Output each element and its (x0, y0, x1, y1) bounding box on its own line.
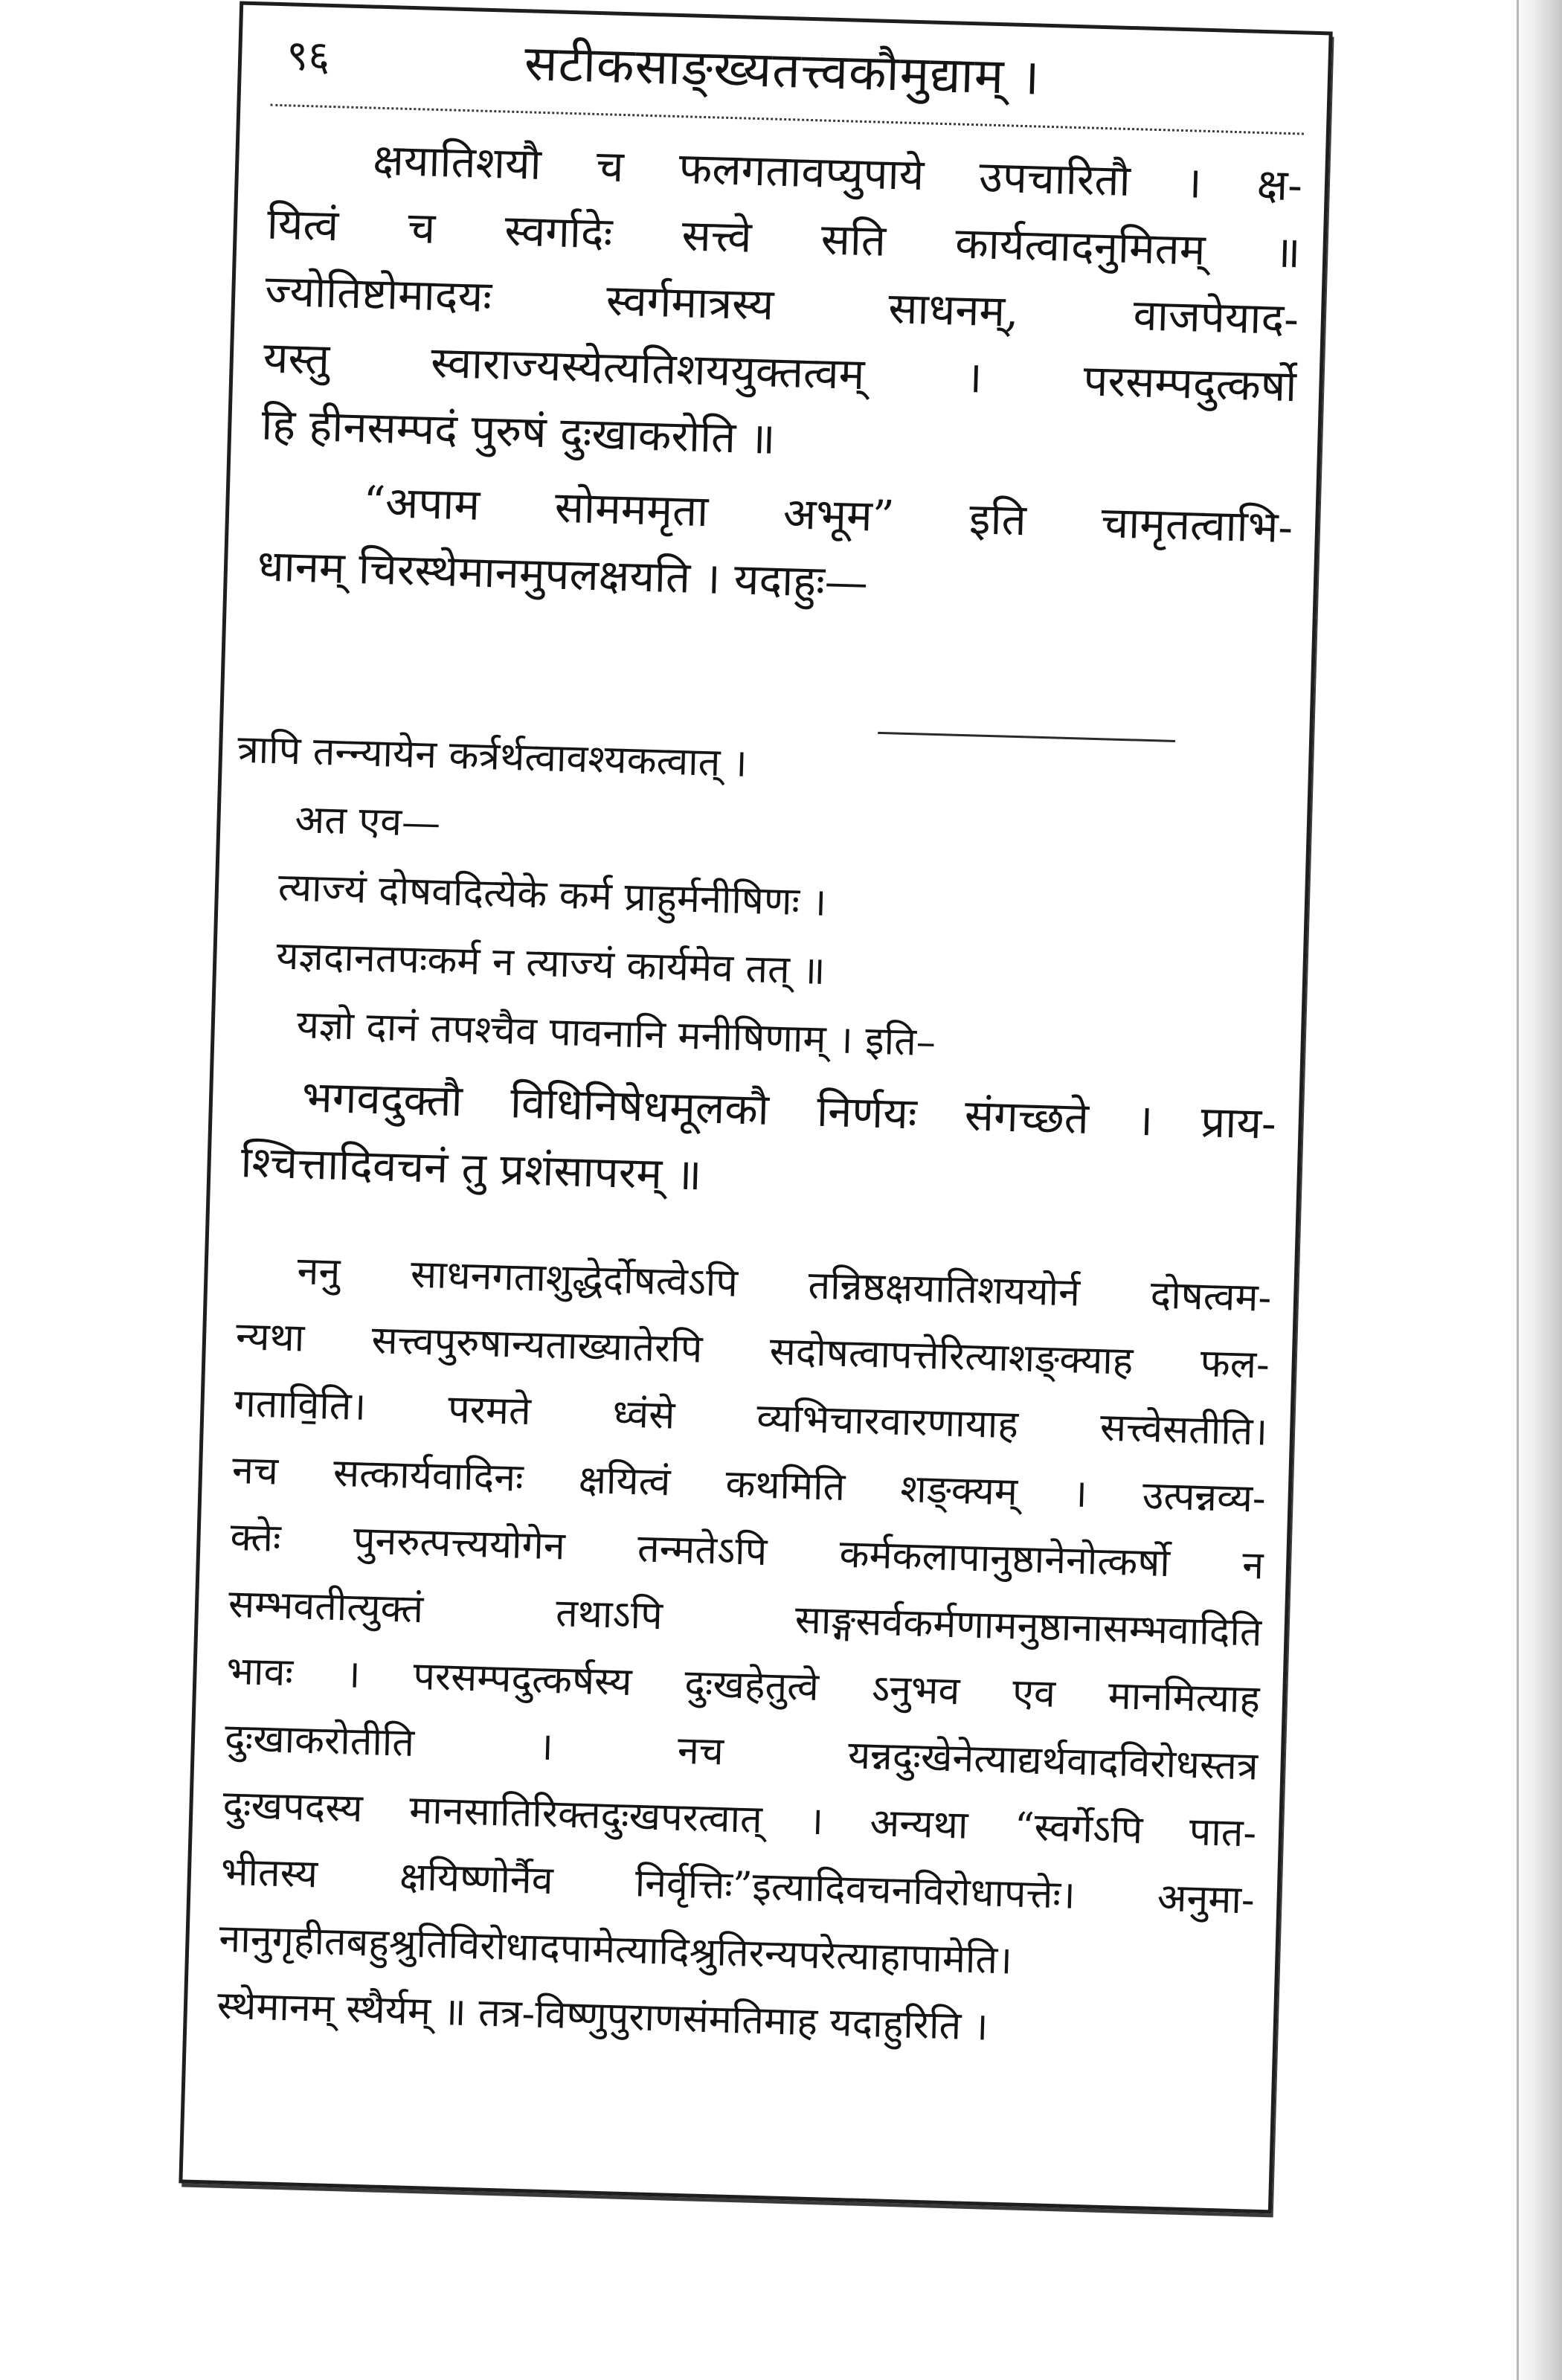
verse-line: अत एव— (294, 797, 441, 846)
commentary-line: दुःखाकरोतीति । नच यन्नदुःखेनेत्याद्यर्थवादविरोधस्तत्र (224, 1715, 1259, 1789)
text-line: यित्वं च स्वर्गादेः सत्त्वे सति कार्यत्वादनुमितम् ॥ (266, 198, 1302, 278)
paragraph-2 (257, 465, 1293, 628)
text-line: “अपाम सोमममृता अभूम” इति चामृतत्वाभि- (362, 476, 1294, 553)
commentary-line: सम्भवतीत्युक्तं तथाऽपि साङ्गसर्वकर्मणामनुष्ठानासम्भवादिति (228, 1581, 1263, 1656)
text-line: हि हीनसम्पदं पुरुषं दुःखाकरोति ॥ (260, 399, 777, 464)
text-line: श्चित्तादिवचनं तु प्रशंसापरम् ॥ (240, 1136, 703, 1200)
commentary-line: स्थेमानम् स्थैर्यम् ॥ तत्र-विष्णुपुराणसंमतिमाह यदाहुरिति । (216, 1983, 989, 2050)
commentary-line: नानुगृहीतबहुश्रुतिविरोधादपामेत्यादिश्रुतिरन्यपरेत्याहापामेति। (218, 1916, 1013, 1984)
commentary-line: क्तेः पुनरुत्पत्त्ययोगेन तन्मतेऽपि कर्मकलापानुष्ठानेनोत्कर्षो न (229, 1514, 1264, 1589)
text-line: ज्योतिष्टोमादयः स्वर्गमात्रस्य साधनम्, वाजपेयाद- (264, 265, 1299, 345)
commentary-line: भीतस्य क्षयिष्णोर्नैव निर्वृत्तिः”इत्यादिवचनविरोधापत्तेः। अनुमा- (220, 1849, 1256, 1923)
commentary-line: गतावि॒ति। परमते ध्वंसे व्यभिचारवारणायाह सत्त्वेसतीति। (233, 1381, 1268, 1455)
commentary (216, 1236, 1273, 2068)
verse-line: त्याज्यं दोषवदित्येके कर्म प्राहुर्मनीषिणः । (277, 865, 828, 925)
verse-line: यज्ञो दानं तपश्चैव पावनानि मनीषिणाम् । इति– (296, 1003, 936, 1066)
page-header (241, 20, 1329, 132)
running-title: सटीकसाङ्ख्यतत्त्वकौमुद्याम् । (524, 34, 1041, 106)
paragraph-1 (260, 123, 1303, 487)
commentary-line: नच सत्कार्यवादिनः क्षयित्वं कथमिति शङ्क्यम् । उत्पन्नव्य- (231, 1447, 1267, 1522)
commentary-line: न्यथा सत्त्वपुरुषान्यताख्यातेरपि सदोषत्वापत्तेरित्याशङ्क्याह फल- (235, 1314, 1270, 1388)
commentary-line: भावः । परसम्पदुत्कर्षस्य दुःखहेतुत्वे ऽनुभव एव मानमित्याह (225, 1648, 1261, 1723)
scan-edge-line (1517, 0, 1519, 2380)
text-line: क्षयातिशयौ च फलगतावप्युपाये उपचारितौ । क्ष- (372, 134, 1303, 211)
page-number: ९६ (286, 31, 331, 81)
verse-block (229, 715, 945, 1077)
commentary-line: दुःखपदस्य मानसातिरिक्तदुःखपरत्वात् । अन्यथा “स्वर्गेऽपि पात- (222, 1782, 1257, 1856)
text-line: भगवदुक्तौ विधिनिषेधमूलकौ निर्णयः संगच्छते । प्राय- (301, 1071, 1277, 1149)
page-frame (179, 1, 1332, 2213)
verse-line: त्रापि तन्न्यायेन कर्त्रर्थत्वावश्यकत्वात् । (237, 727, 748, 786)
text-line: यस्तु स्वाराज्यस्येत्यतिशययुक्तत्वम् । परसम्पदुत्कर्षो (262, 332, 1298, 412)
verse-line: यज्ञदानतपःकर्म न त्याज्यं कार्यमेव तत् ॥ (275, 933, 826, 994)
text-line: धानम् चिरस्थेमानमुपलक्षयति । यदाहुः— (257, 540, 869, 608)
paragraph-3 (240, 1061, 1276, 1224)
commentary-line: ननु साधनगताशुद्धेर्दोषत्वेऽपि तन्निष्ठक्षयातिशययोर्न दोषत्वम- (296, 1249, 1272, 1321)
